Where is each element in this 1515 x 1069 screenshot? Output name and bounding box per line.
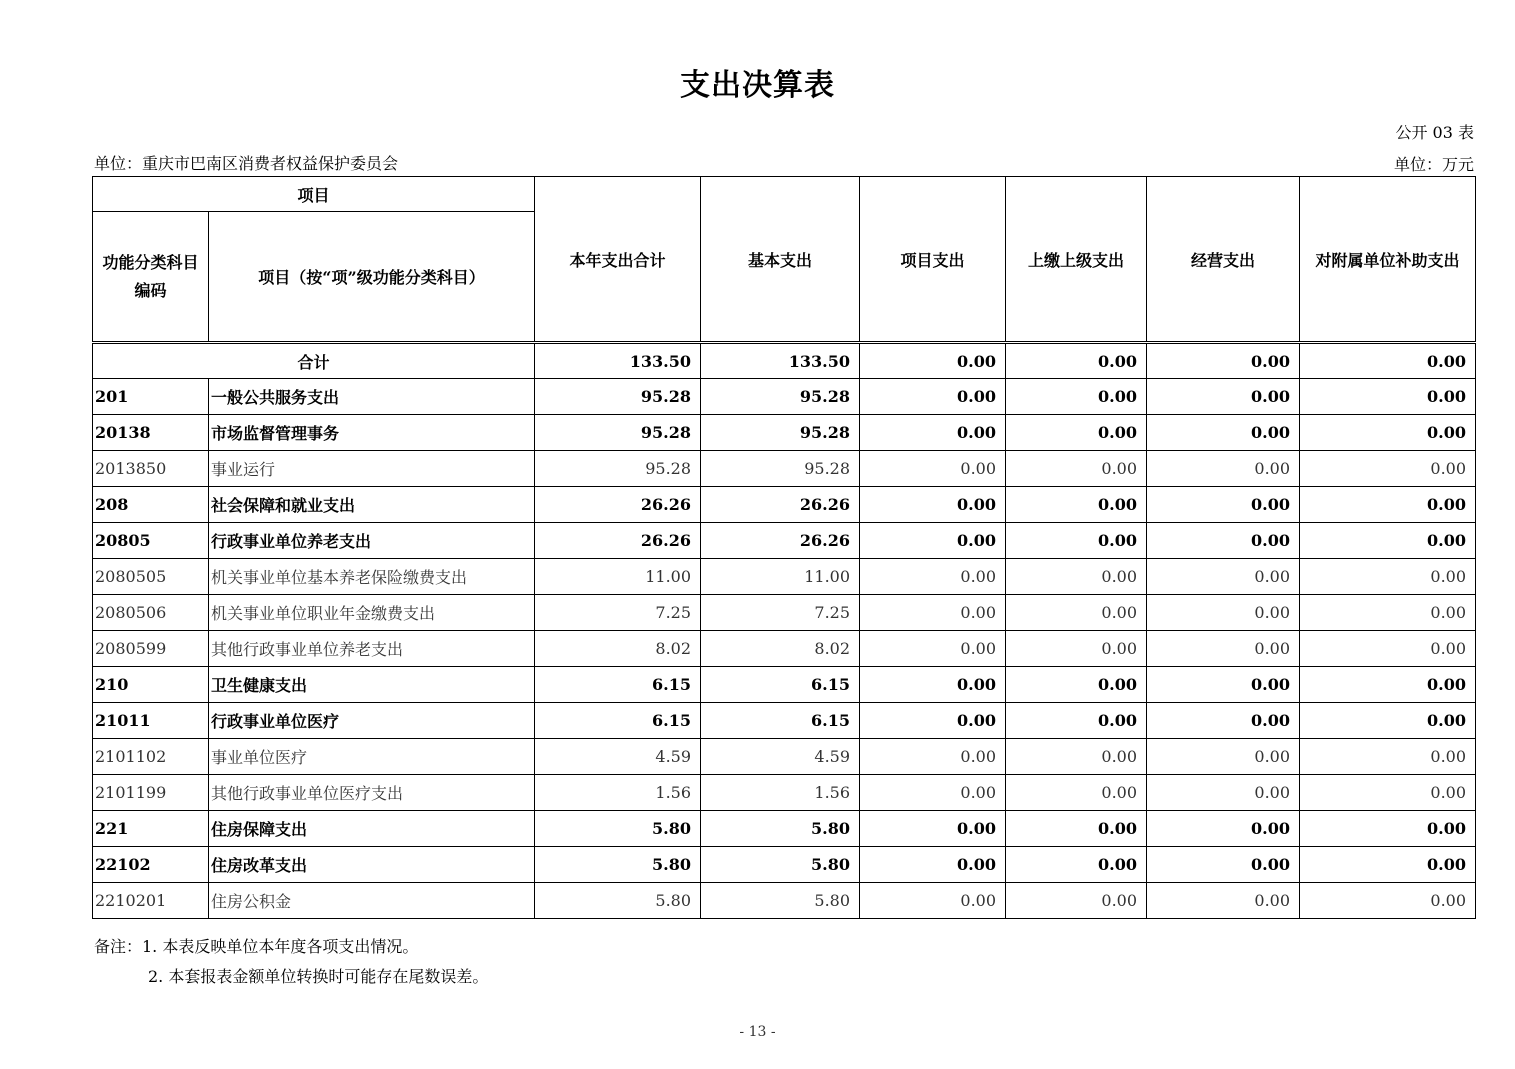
row-value: 0.00 [1300,631,1476,667]
row-value: 95.28 [535,451,701,487]
row-value: 1.56 [701,775,860,811]
row-value: 0.00 [1147,883,1300,919]
row-name: 机关事业单位职业年金缴费支出 [209,595,535,631]
row-value: 0.00 [1300,595,1476,631]
row-value: 5.80 [701,811,860,847]
header-upper-payment: 上缴上级支出 [1006,177,1147,343]
row-value: 6.15 [535,667,701,703]
row-value: 0.00 [860,775,1006,811]
row-name: 卫生健康支出 [209,667,535,703]
note-line-2: 2. 本套报表金额单位转换时可能存在尾数误差。 [148,967,489,986]
row-code: 2013850 [93,451,209,487]
table-row [93,379,1476,415]
row-code: 2080505 [93,559,209,595]
row-value: 0.00 [1006,379,1147,415]
row-value: 0.00 [860,559,1006,595]
row-name: 事业单位医疗 [209,739,535,775]
row-value: 0.00 [1147,847,1300,883]
row-value: 4.59 [535,739,701,775]
total-value: 133.50 [701,343,860,379]
row-value: 5.80 [535,883,701,919]
header-project-expense: 项目支出 [860,177,1006,343]
row-name: 社会保障和就业支出 [209,487,535,523]
row-value: 0.00 [1006,595,1147,631]
row-value: 26.26 [535,523,701,559]
row-value: 7.25 [535,595,701,631]
total-row [93,343,1476,379]
table-row [93,595,1476,631]
row-name: 行政事业单位医疗 [209,703,535,739]
row-value: 0.00 [1006,847,1147,883]
row-value: 0.00 [860,523,1006,559]
expenditure-table [92,176,1476,919]
table-row [93,559,1476,595]
row-code: 221 [93,811,209,847]
row-value: 0.00 [1147,451,1300,487]
row-code: 20138 [93,415,209,451]
row-value: 5.80 [535,811,701,847]
row-name: 机关事业单位基本养老保险缴费支出 [209,559,535,595]
row-value: 95.28 [535,415,701,451]
total-value: 0.00 [860,343,1006,379]
table-row [93,739,1476,775]
table-row [93,523,1476,559]
row-value: 0.00 [1300,811,1476,847]
row-value: 0.00 [860,451,1006,487]
row-value: 0.00 [860,739,1006,775]
table-row [93,631,1476,667]
row-value: 0.00 [860,703,1006,739]
row-name: 其他行政事业单位医疗支出 [209,775,535,811]
row-value: 0.00 [860,595,1006,631]
total-value: 133.50 [535,343,701,379]
total-label: 合计 [93,343,535,379]
row-name: 住房改革支出 [209,847,535,883]
row-value: 0.00 [1300,847,1476,883]
row-name: 事业运行 [209,451,535,487]
table-row [93,667,1476,703]
page-title: 支出决算表 [680,68,835,103]
row-code: 21011 [93,703,209,739]
row-name: 一般公共服务支出 [209,379,535,415]
row-value: 11.00 [535,559,701,595]
row-value: 0.00 [1300,523,1476,559]
row-value: 8.02 [535,631,701,667]
row-value: 0.00 [1006,811,1147,847]
table-row [93,847,1476,883]
row-code: 2080506 [93,595,209,631]
header-code: 功能分类科目编码 [93,212,209,343]
header-business: 经营支出 [1147,177,1300,343]
row-value: 95.28 [701,379,860,415]
row-value: 0.00 [1300,883,1476,919]
row-value: 26.26 [535,487,701,523]
row-value: 8.02 [701,631,860,667]
table-row [93,451,1476,487]
row-value: 0.00 [1006,451,1147,487]
note-line-1: 备注：1. 本表反映单位本年度各项支出情况。 [94,937,419,956]
header-basic: 基本支出 [701,177,860,343]
total-value: 0.00 [1300,343,1476,379]
row-value: 0.00 [1147,487,1300,523]
row-name: 住房保障支出 [209,811,535,847]
row-value: 0.00 [1300,559,1476,595]
row-value: 0.00 [1300,667,1476,703]
row-value: 0.00 [1147,631,1300,667]
row-code: 201 [93,379,209,415]
page-number: - 13 - [739,1024,776,1040]
row-value: 0.00 [860,415,1006,451]
row-code: 2101199 [93,775,209,811]
row-value: 0.00 [1300,739,1476,775]
row-name: 行政事业单位养老支出 [209,523,535,559]
table-row [93,703,1476,739]
row-value: 0.00 [1147,667,1300,703]
row-value: 0.00 [1300,703,1476,739]
table-row [93,415,1476,451]
row-value: 0.00 [1300,379,1476,415]
row-value: 0.00 [1147,559,1300,595]
row-value: 11.00 [701,559,860,595]
row-value: 95.28 [701,415,860,451]
header-total: 本年支出合计 [535,177,701,343]
row-value: 0.00 [1006,775,1147,811]
row-value: 6.15 [701,667,860,703]
row-value: 5.80 [701,847,860,883]
row-value: 0.00 [860,847,1006,883]
row-value: 0.00 [860,631,1006,667]
row-value: 0.00 [1147,595,1300,631]
row-value: 0.00 [1300,451,1476,487]
row-value: 0.00 [860,667,1006,703]
header-subsidiary: 对附属单位补助支出 [1300,177,1476,343]
total-value: 0.00 [1006,343,1147,379]
row-code: 20805 [93,523,209,559]
row-value: 0.00 [1006,739,1147,775]
row-value: 0.00 [1300,487,1476,523]
row-value: 4.59 [701,739,860,775]
row-code: 2210201 [93,883,209,919]
row-value: 0.00 [1147,703,1300,739]
row-value: 0.00 [1006,487,1147,523]
row-value: 0.00 [1006,883,1147,919]
row-value: 26.26 [701,487,860,523]
row-value: 0.00 [1147,775,1300,811]
row-name: 其他行政事业单位养老支出 [209,631,535,667]
row-value: 0.00 [1147,523,1300,559]
row-value: 0.00 [1147,739,1300,775]
row-value: 0.00 [1147,379,1300,415]
row-value: 0.00 [1006,523,1147,559]
row-value: 95.28 [701,451,860,487]
row-code: 2101102 [93,739,209,775]
row-code: 210 [93,667,209,703]
header-name: 项目（按“项”级功能分类科目） [209,212,535,343]
row-value: 7.25 [701,595,860,631]
row-value: 0.00 [1300,415,1476,451]
table-row [93,811,1476,847]
table-row [93,487,1476,523]
row-code: 22102 [93,847,209,883]
row-value: 5.80 [535,847,701,883]
reporting-unit: 单位：重庆市巴南区消费者权益保护委员会 [94,154,399,173]
row-value: 6.15 [535,703,701,739]
table-row [93,883,1476,919]
row-value: 0.00 [860,811,1006,847]
row-value: 0.00 [1006,631,1147,667]
row-value: 0.00 [1147,811,1300,847]
row-value: 5.80 [701,883,860,919]
row-value: 26.26 [701,523,860,559]
table-row [93,775,1476,811]
total-value: 0.00 [1147,343,1300,379]
row-value: 0.00 [860,883,1006,919]
row-name: 住房公积金 [209,883,535,919]
row-value: 1.56 [535,775,701,811]
header-project: 项目 [93,177,535,212]
row-code: 208 [93,487,209,523]
row-name: 市场监督管理事务 [209,415,535,451]
row-value: 0.00 [1147,415,1300,451]
row-value: 95.28 [535,379,701,415]
row-value: 0.00 [860,379,1006,415]
row-value: 0.00 [860,487,1006,523]
row-value: 0.00 [1006,415,1147,451]
row-value: 0.00 [1300,775,1476,811]
form-number: 公开 03 表 [1395,123,1474,142]
row-value: 6.15 [701,703,860,739]
row-value: 0.00 [1006,559,1147,595]
row-code: 2080599 [93,631,209,667]
row-value: 0.00 [1006,703,1147,739]
currency-unit: 单位：万元 [1393,155,1474,174]
row-value: 0.00 [1006,667,1147,703]
